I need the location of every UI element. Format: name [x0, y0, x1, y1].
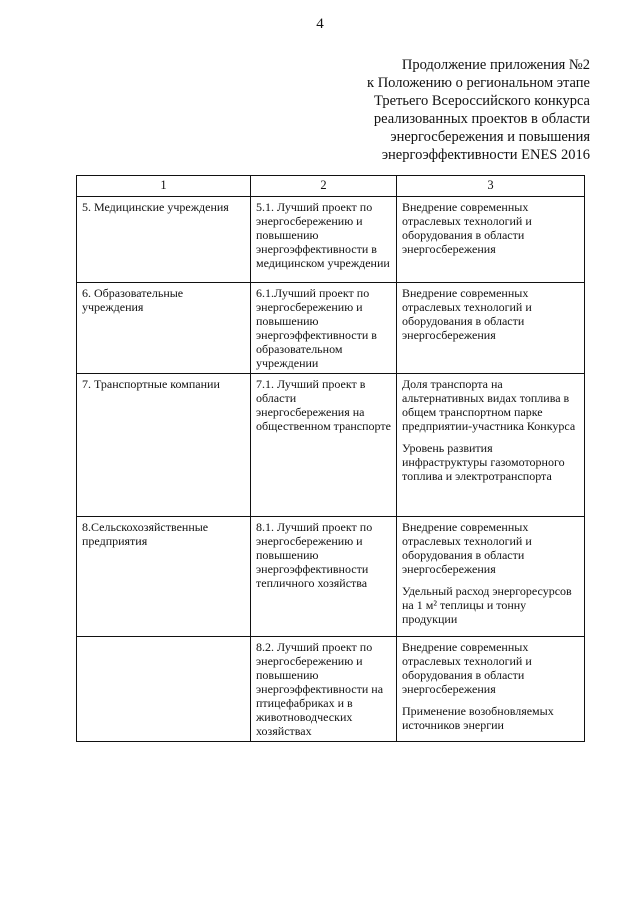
- nomination-cell: 8.2. Лучший проект по энергосбережению и повышению энергоэффективности на птицефабриках и в животноводческих хозяйствах: [251, 637, 397, 742]
- header-line: к Положению о региональном этапе: [367, 75, 590, 91]
- criterion-text: Внедрение современных отраслевых технологий и оборудования в области энергосбережения: [402, 200, 532, 256]
- criterion-text: Уровень развития инфраструктуры газомоторного топлива и электротранспорта: [402, 441, 565, 483]
- table-header-row: [77, 176, 585, 197]
- criterion-text: Внедрение современных отраслевых технологий и оборудования в области энергосбережения: [402, 286, 532, 342]
- criterion-text: Внедрение современных отраслевых технологий и оборудования в области энергосбережения: [402, 520, 532, 576]
- criteria-cell: [397, 374, 585, 517]
- category-cell: [77, 637, 251, 742]
- header-line: Третьего Всероссийского конкурса: [374, 93, 590, 109]
- criteria-cell: [397, 517, 585, 637]
- category-cell: 6. Образовательные учреждения: [77, 283, 251, 374]
- column-header: 2: [251, 176, 397, 197]
- header-line: энергоэффективности ENES 2016: [381, 147, 590, 163]
- table-row: [77, 517, 585, 637]
- table-row: [77, 374, 585, 517]
- nominations-table: [76, 175, 585, 742]
- nomination-cell: 5.1. Лучший проект по энергосбережению и повышению энергоэффективности в медицинском учреждении: [251, 197, 397, 283]
- criteria-cell: [397, 197, 585, 283]
- criterion-text: Удельный расход энергоресурсов на 1 м² теплицы и тонну продукции: [402, 584, 572, 626]
- category-cell: 7. Транспортные компании: [77, 374, 251, 517]
- header-line: реализованных проектов в области: [373, 111, 590, 127]
- column-header: 3: [397, 176, 585, 197]
- criterion-text: Доля транспорта на альтернативных видах топлива в общем транспортном парке предприятии-участника Конкурса: [402, 377, 576, 433]
- nomination-cell: 6.1.Лучший проект по энергосбережению и повышению энергоэффективности в образовательном учреждении: [251, 283, 397, 374]
- table-row: [77, 197, 585, 283]
- header-line: энергосбережения и повышения: [390, 129, 590, 145]
- table-row: [77, 283, 585, 374]
- criteria-cell: [397, 637, 585, 742]
- nomination-cell: 7.1. Лучший проект в области энергосбережения на общественном транспорте: [251, 374, 397, 517]
- criterion-text: Применение возобновляемых источников энергии: [402, 704, 554, 732]
- criterion-text: Внедрение современных отраслевых технологий и оборудования в области энергосбережения: [402, 640, 532, 696]
- category-cell: 8.Сельскохозяйственные предприятия: [77, 517, 251, 637]
- appendix-header: [290, 56, 590, 164]
- category-cell: 5. Медицинские учреждения: [77, 197, 251, 283]
- criteria-cell: [397, 283, 585, 374]
- column-header: 1: [77, 176, 251, 197]
- page-number: 4: [316, 16, 324, 32]
- table-row: [77, 637, 585, 742]
- nomination-cell: 8.1. Лучший проект по энергосбережению и повышению энергоэффективности тепличного хозяйства: [251, 517, 397, 637]
- header-line: Продолжение приложения №2: [401, 57, 590, 73]
